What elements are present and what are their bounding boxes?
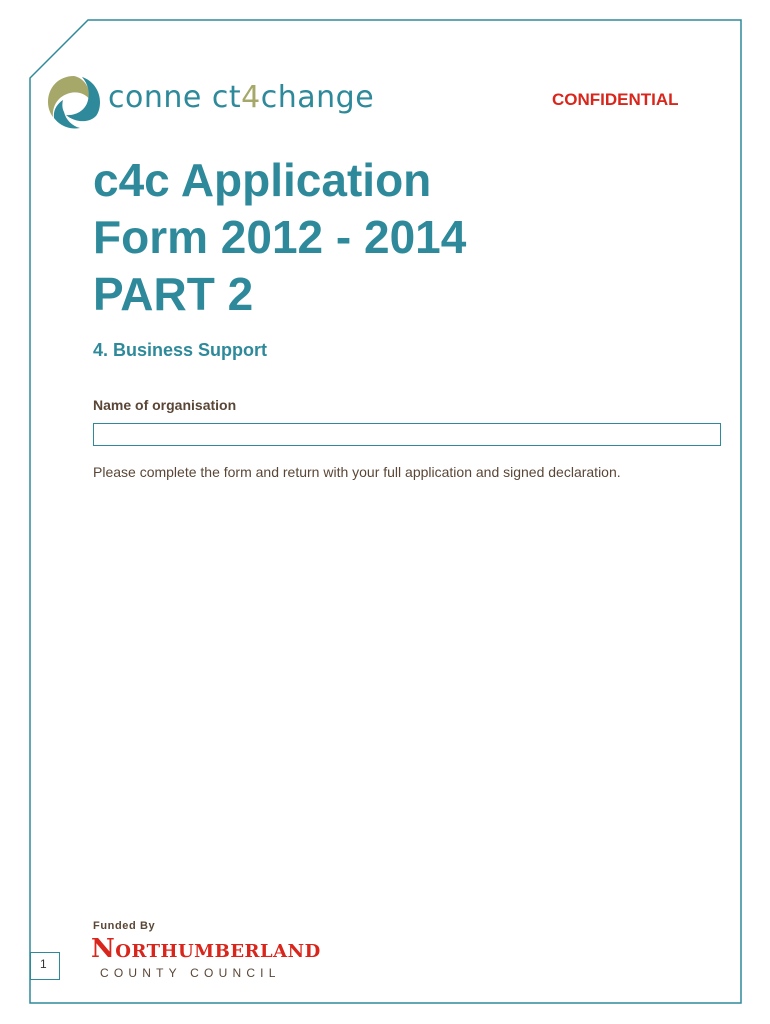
logo-text-part3: 4	[241, 80, 261, 115]
title-line-3: PART 2	[93, 268, 254, 320]
organisation-name-label: Name of organisation	[93, 397, 237, 413]
page-number: 1	[40, 957, 47, 971]
section-heading: 4. Business Support	[93, 340, 268, 360]
confidential-label: CONFIDENTIAL	[552, 90, 679, 109]
page-title	[93, 152, 466, 323]
logo-text-part1: conne	[108, 80, 202, 115]
instructions-text: Please complete the form and return with your full application and signed declaration.	[93, 464, 621, 480]
county-council-subtitle: COUNTY COUNCIL	[100, 966, 281, 980]
logo-text-part2: ct	[211, 80, 242, 115]
logo-text-part4: change	[260, 80, 375, 115]
title-line-2: Form 2012 - 2014	[93, 211, 467, 263]
northumberland-county-council-logo: Northumberland	[91, 934, 321, 964]
funded-by-label: Funded By	[93, 920, 156, 932]
logo-wordmark	[108, 80, 374, 115]
organisation-name-field[interactable]	[93, 423, 721, 446]
title-line-1: c4c Application	[93, 154, 432, 206]
